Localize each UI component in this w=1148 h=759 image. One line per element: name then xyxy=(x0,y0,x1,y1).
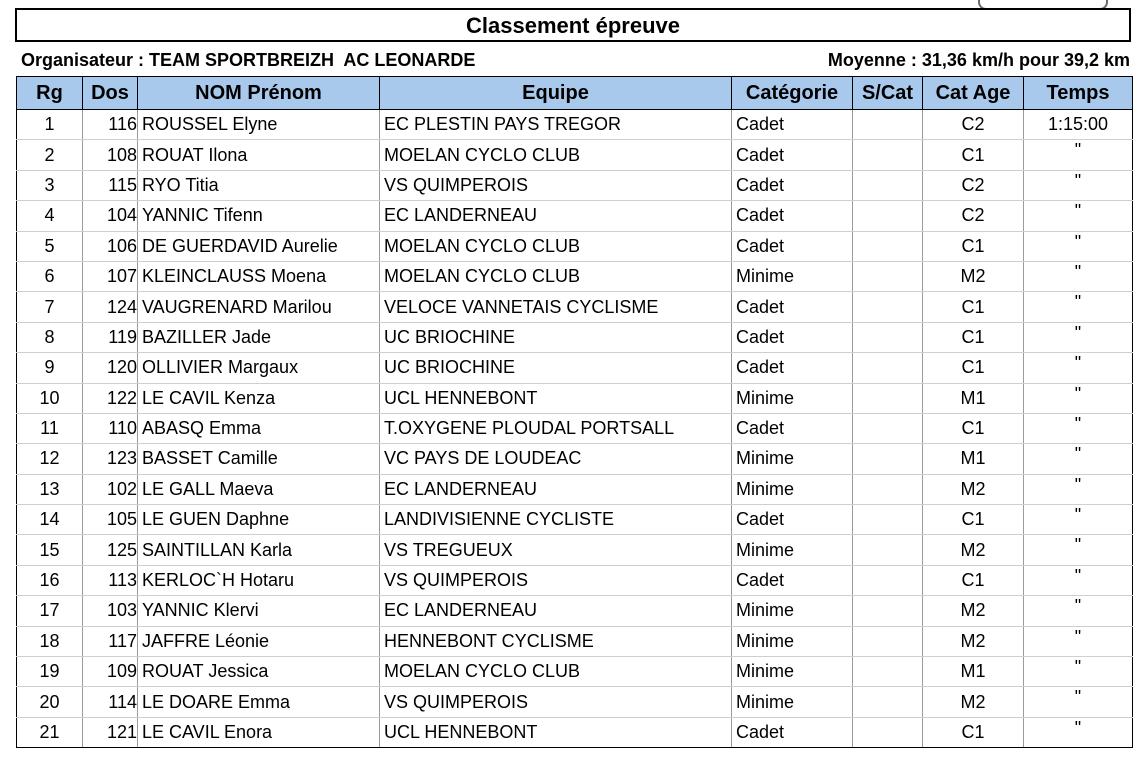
cell-team: EC PLESTIN PAYS TREGOR xyxy=(380,110,732,140)
table-row xyxy=(17,292,1133,322)
cell-rank: 6 xyxy=(17,261,83,291)
cell-team: MOELAN CYCLO CLUB xyxy=(380,140,732,170)
cell-rank: 12 xyxy=(17,444,83,474)
cell-name: LE CAVIL Enora xyxy=(138,717,380,747)
cell-subcategory xyxy=(853,505,923,535)
cell-bib: 123 xyxy=(83,444,138,474)
cell-category: Minime xyxy=(732,261,853,291)
cell-category: Cadet xyxy=(732,717,853,747)
cell-category: Cadet xyxy=(732,353,853,383)
cell-name: RYO Titia xyxy=(138,170,380,200)
cell-team: VS QUIMPEROIS xyxy=(380,687,732,717)
organizer-text: Organisateur : TEAM SPORTBREIZH AC LEONARDE xyxy=(21,50,476,70)
table-row xyxy=(17,170,1133,200)
cell-team: MOELAN CYCLO CLUB xyxy=(380,657,732,687)
cell-bib: 109 xyxy=(83,657,138,687)
cell-bib: 110 xyxy=(83,413,138,443)
cell-name: BASSET Camille xyxy=(138,444,380,474)
cell-time: " xyxy=(1024,413,1133,443)
cell-subcategory xyxy=(853,322,923,352)
cell-age-category: C1 xyxy=(923,717,1024,747)
table-row xyxy=(17,505,1133,535)
cell-subcategory xyxy=(853,535,923,565)
cell-category: Minime xyxy=(732,687,853,717)
cell-age-category: M2 xyxy=(923,474,1024,504)
cell-subcategory xyxy=(853,657,923,687)
header-subcategory: S/Cat xyxy=(853,77,923,110)
table-row xyxy=(17,444,1133,474)
cell-rank: 13 xyxy=(17,474,83,504)
cell-team: UCL HENNEBONT xyxy=(380,717,732,747)
results-table xyxy=(16,76,1133,748)
cell-rank: 1 xyxy=(17,110,83,140)
header-rank: Rg xyxy=(17,77,83,110)
cell-rank: 5 xyxy=(17,231,83,261)
cell-bib: 114 xyxy=(83,687,138,717)
cell-name: JAFFRE Léonie xyxy=(138,626,380,656)
cell-subcategory xyxy=(853,170,923,200)
cell-bib: 104 xyxy=(83,201,138,231)
cell-category: Cadet xyxy=(732,231,853,261)
cell-age-category: M2 xyxy=(923,535,1024,565)
cell-category: Minime xyxy=(732,535,853,565)
cell-subcategory xyxy=(853,231,923,261)
cell-name: LE GALL Maeva xyxy=(138,474,380,504)
cell-name: LE CAVIL Kenza xyxy=(138,383,380,413)
cell-time: " xyxy=(1024,231,1133,261)
cell-name: VAUGRENARD Marilou xyxy=(138,292,380,322)
cell-bib: 125 xyxy=(83,535,138,565)
cell-rank: 9 xyxy=(17,353,83,383)
cell-time: 1:15:00 xyxy=(1024,110,1133,140)
cell-time: " xyxy=(1024,657,1133,687)
cell-name: YANNIC Tifenn xyxy=(138,201,380,231)
cell-category: Minime xyxy=(732,444,853,474)
cell-age-category: C2 xyxy=(923,201,1024,231)
cell-team: EC LANDERNEAU xyxy=(380,596,732,626)
table-row xyxy=(17,231,1133,261)
cell-category: Minime xyxy=(732,626,853,656)
cell-age-category: C1 xyxy=(923,231,1024,261)
cell-bib: 115 xyxy=(83,170,138,200)
cell-subcategory xyxy=(853,596,923,626)
cell-age-category: C1 xyxy=(923,322,1024,352)
cell-subcategory xyxy=(853,201,923,231)
cell-time: " xyxy=(1024,201,1133,231)
cell-subcategory xyxy=(853,565,923,595)
table-row xyxy=(17,140,1133,170)
header-time: Temps xyxy=(1024,77,1133,110)
table-row xyxy=(17,201,1133,231)
cell-bib: 105 xyxy=(83,505,138,535)
cell-age-category: C1 xyxy=(923,140,1024,170)
cell-bib: 102 xyxy=(83,474,138,504)
cell-category: Cadet xyxy=(732,413,853,443)
cell-rank: 17 xyxy=(17,596,83,626)
cell-name: ROUSSEL Elyne xyxy=(138,110,380,140)
table-row xyxy=(17,565,1133,595)
cell-age-category: M1 xyxy=(923,383,1024,413)
cell-subcategory xyxy=(853,444,923,474)
cell-subcategory xyxy=(853,140,923,170)
cell-rank: 8 xyxy=(17,322,83,352)
cell-bib: 107 xyxy=(83,261,138,291)
cell-bib: 119 xyxy=(83,322,138,352)
cell-age-category: M2 xyxy=(923,261,1024,291)
cell-age-category: M2 xyxy=(923,687,1024,717)
cell-subcategory xyxy=(853,261,923,291)
table-header-row xyxy=(17,77,1133,110)
cell-bib: 103 xyxy=(83,596,138,626)
cell-rank: 15 xyxy=(17,535,83,565)
cell-name: ABASQ Emma xyxy=(138,413,380,443)
cell-subcategory xyxy=(853,292,923,322)
cell-name: LE DOARE Emma xyxy=(138,687,380,717)
cell-subcategory xyxy=(853,717,923,747)
cell-time: " xyxy=(1024,292,1133,322)
cell-bib: 106 xyxy=(83,231,138,261)
cell-team: VELOCE VANNETAIS CYCLISME xyxy=(380,292,732,322)
cell-bib: 116 xyxy=(83,110,138,140)
cell-team: VS TREGUEUX xyxy=(380,535,732,565)
cell-age-category: C1 xyxy=(923,292,1024,322)
cell-category: Minime xyxy=(732,657,853,687)
cell-name: OLLIVIER Margaux xyxy=(138,353,380,383)
cell-rank: 19 xyxy=(17,657,83,687)
cell-rank: 10 xyxy=(17,383,83,413)
cell-age-category: M2 xyxy=(923,596,1024,626)
cell-age-category: M1 xyxy=(923,657,1024,687)
cell-age-category: M1 xyxy=(923,444,1024,474)
cell-time: " xyxy=(1024,322,1133,352)
table-row xyxy=(17,322,1133,352)
cell-name: DE GUERDAVID Aurelie xyxy=(138,231,380,261)
cell-bib: 124 xyxy=(83,292,138,322)
cell-time: " xyxy=(1024,626,1133,656)
cell-team: EC LANDERNEAU xyxy=(380,201,732,231)
table-row xyxy=(17,261,1133,291)
cell-rank: 20 xyxy=(17,687,83,717)
cell-team: LANDIVISIENNE CYCLISTE xyxy=(380,505,732,535)
cell-category: Cadet xyxy=(732,201,853,231)
cell-time: " xyxy=(1024,717,1133,747)
cell-time: " xyxy=(1024,353,1133,383)
cell-name: SAINTILLAN Karla xyxy=(138,535,380,565)
results-body xyxy=(17,110,1133,748)
cell-team: UC BRIOCHINE xyxy=(380,322,732,352)
cell-subcategory xyxy=(853,474,923,504)
cell-rank: 18 xyxy=(17,626,83,656)
header-category: Catégorie xyxy=(732,77,853,110)
cell-time: " xyxy=(1024,140,1133,170)
cell-rank: 16 xyxy=(17,565,83,595)
cell-age-category: C1 xyxy=(923,565,1024,595)
cell-age-category: C2 xyxy=(923,110,1024,140)
cell-age-category: M2 xyxy=(923,626,1024,656)
cell-bib: 122 xyxy=(83,383,138,413)
cell-bib: 117 xyxy=(83,626,138,656)
cell-time: " xyxy=(1024,383,1133,413)
cell-bib: 120 xyxy=(83,353,138,383)
cell-time: " xyxy=(1024,474,1133,504)
header-age-category: Cat Age xyxy=(923,77,1024,110)
table-row xyxy=(17,413,1133,443)
cell-rank: 21 xyxy=(17,717,83,747)
cell-team: MOELAN CYCLO CLUB xyxy=(380,261,732,291)
table-row xyxy=(17,383,1133,413)
cell-name: ROUAT Jessica xyxy=(138,657,380,687)
average-speed-text: Moyenne : 31,36 km/h pour 39,2 km xyxy=(827,50,1130,70)
cell-name: BAZILLER Jade xyxy=(138,322,380,352)
cell-age-category: C1 xyxy=(923,353,1024,383)
cell-team: VS QUIMPEROIS xyxy=(380,170,732,200)
header-bib: Dos xyxy=(83,77,138,110)
header-team: Equipe xyxy=(380,77,732,110)
cell-rank: 3 xyxy=(17,170,83,200)
cell-name: KLEINCLAUSS Moena xyxy=(138,261,380,291)
table-row xyxy=(17,535,1133,565)
cell-category: Cadet xyxy=(732,170,853,200)
table-row xyxy=(17,474,1133,504)
cell-category: Minime xyxy=(732,383,853,413)
cell-category: Minime xyxy=(732,474,853,504)
cell-category: Cadet xyxy=(732,505,853,535)
page-title: Classement épreuve xyxy=(15,8,1131,42)
cell-subcategory xyxy=(853,110,923,140)
cell-time: " xyxy=(1024,565,1133,595)
cell-age-category: C2 xyxy=(923,170,1024,200)
cell-category: Cadet xyxy=(732,110,853,140)
cell-time: " xyxy=(1024,596,1133,626)
cell-age-category: C1 xyxy=(923,505,1024,535)
cell-rank: 4 xyxy=(17,201,83,231)
event-info-line xyxy=(21,48,1130,72)
cell-team: VC PAYS DE LOUDEAC xyxy=(380,444,732,474)
cell-rank: 2 xyxy=(17,140,83,170)
table-row xyxy=(17,657,1133,687)
table-row xyxy=(17,626,1133,656)
cell-rank: 11 xyxy=(17,413,83,443)
cell-category: Cadet xyxy=(732,565,853,595)
header-name: NOM Prénom xyxy=(138,77,380,110)
cell-rank: 7 xyxy=(17,292,83,322)
table-row xyxy=(17,110,1133,140)
cell-time: " xyxy=(1024,261,1133,291)
cell-time: " xyxy=(1024,505,1133,535)
cell-rank: 14 xyxy=(17,505,83,535)
cell-team: T.OXYGENE PLOUDAL PORTSALL xyxy=(380,413,732,443)
cell-category: Cadet xyxy=(732,322,853,352)
cell-team: HENNEBONT CYCLISME xyxy=(380,626,732,656)
cell-team: UCL HENNEBONT xyxy=(380,383,732,413)
cell-category: Cadet xyxy=(732,292,853,322)
cell-team: UC BRIOCHINE xyxy=(380,353,732,383)
cell-name: KERLOC`H Hotaru xyxy=(138,565,380,595)
cell-subcategory xyxy=(853,413,923,443)
cell-team: EC LANDERNEAU xyxy=(380,474,732,504)
cell-time: " xyxy=(1024,687,1133,717)
table-row xyxy=(17,353,1133,383)
table-row xyxy=(17,717,1133,747)
cell-time: " xyxy=(1024,170,1133,200)
cell-category: Minime xyxy=(732,596,853,626)
cell-name: YANNIC Klervi xyxy=(138,596,380,626)
cell-time: " xyxy=(1024,535,1133,565)
cell-name: LE GUEN Daphne xyxy=(138,505,380,535)
cell-subcategory xyxy=(853,626,923,656)
cell-age-category: C1 xyxy=(923,413,1024,443)
cell-bib: 121 xyxy=(83,717,138,747)
cell-subcategory xyxy=(853,353,923,383)
cell-bib: 113 xyxy=(83,565,138,595)
cell-time: " xyxy=(1024,444,1133,474)
cell-name: ROUAT Ilona xyxy=(138,140,380,170)
cell-subcategory xyxy=(853,383,923,413)
table-row xyxy=(17,687,1133,717)
cell-team: VS QUIMPEROIS xyxy=(380,565,732,595)
cell-category: Cadet xyxy=(732,140,853,170)
cell-subcategory xyxy=(853,687,923,717)
table-row xyxy=(17,596,1133,626)
cell-bib: 108 xyxy=(83,140,138,170)
cell-team: MOELAN CYCLO CLUB xyxy=(380,231,732,261)
